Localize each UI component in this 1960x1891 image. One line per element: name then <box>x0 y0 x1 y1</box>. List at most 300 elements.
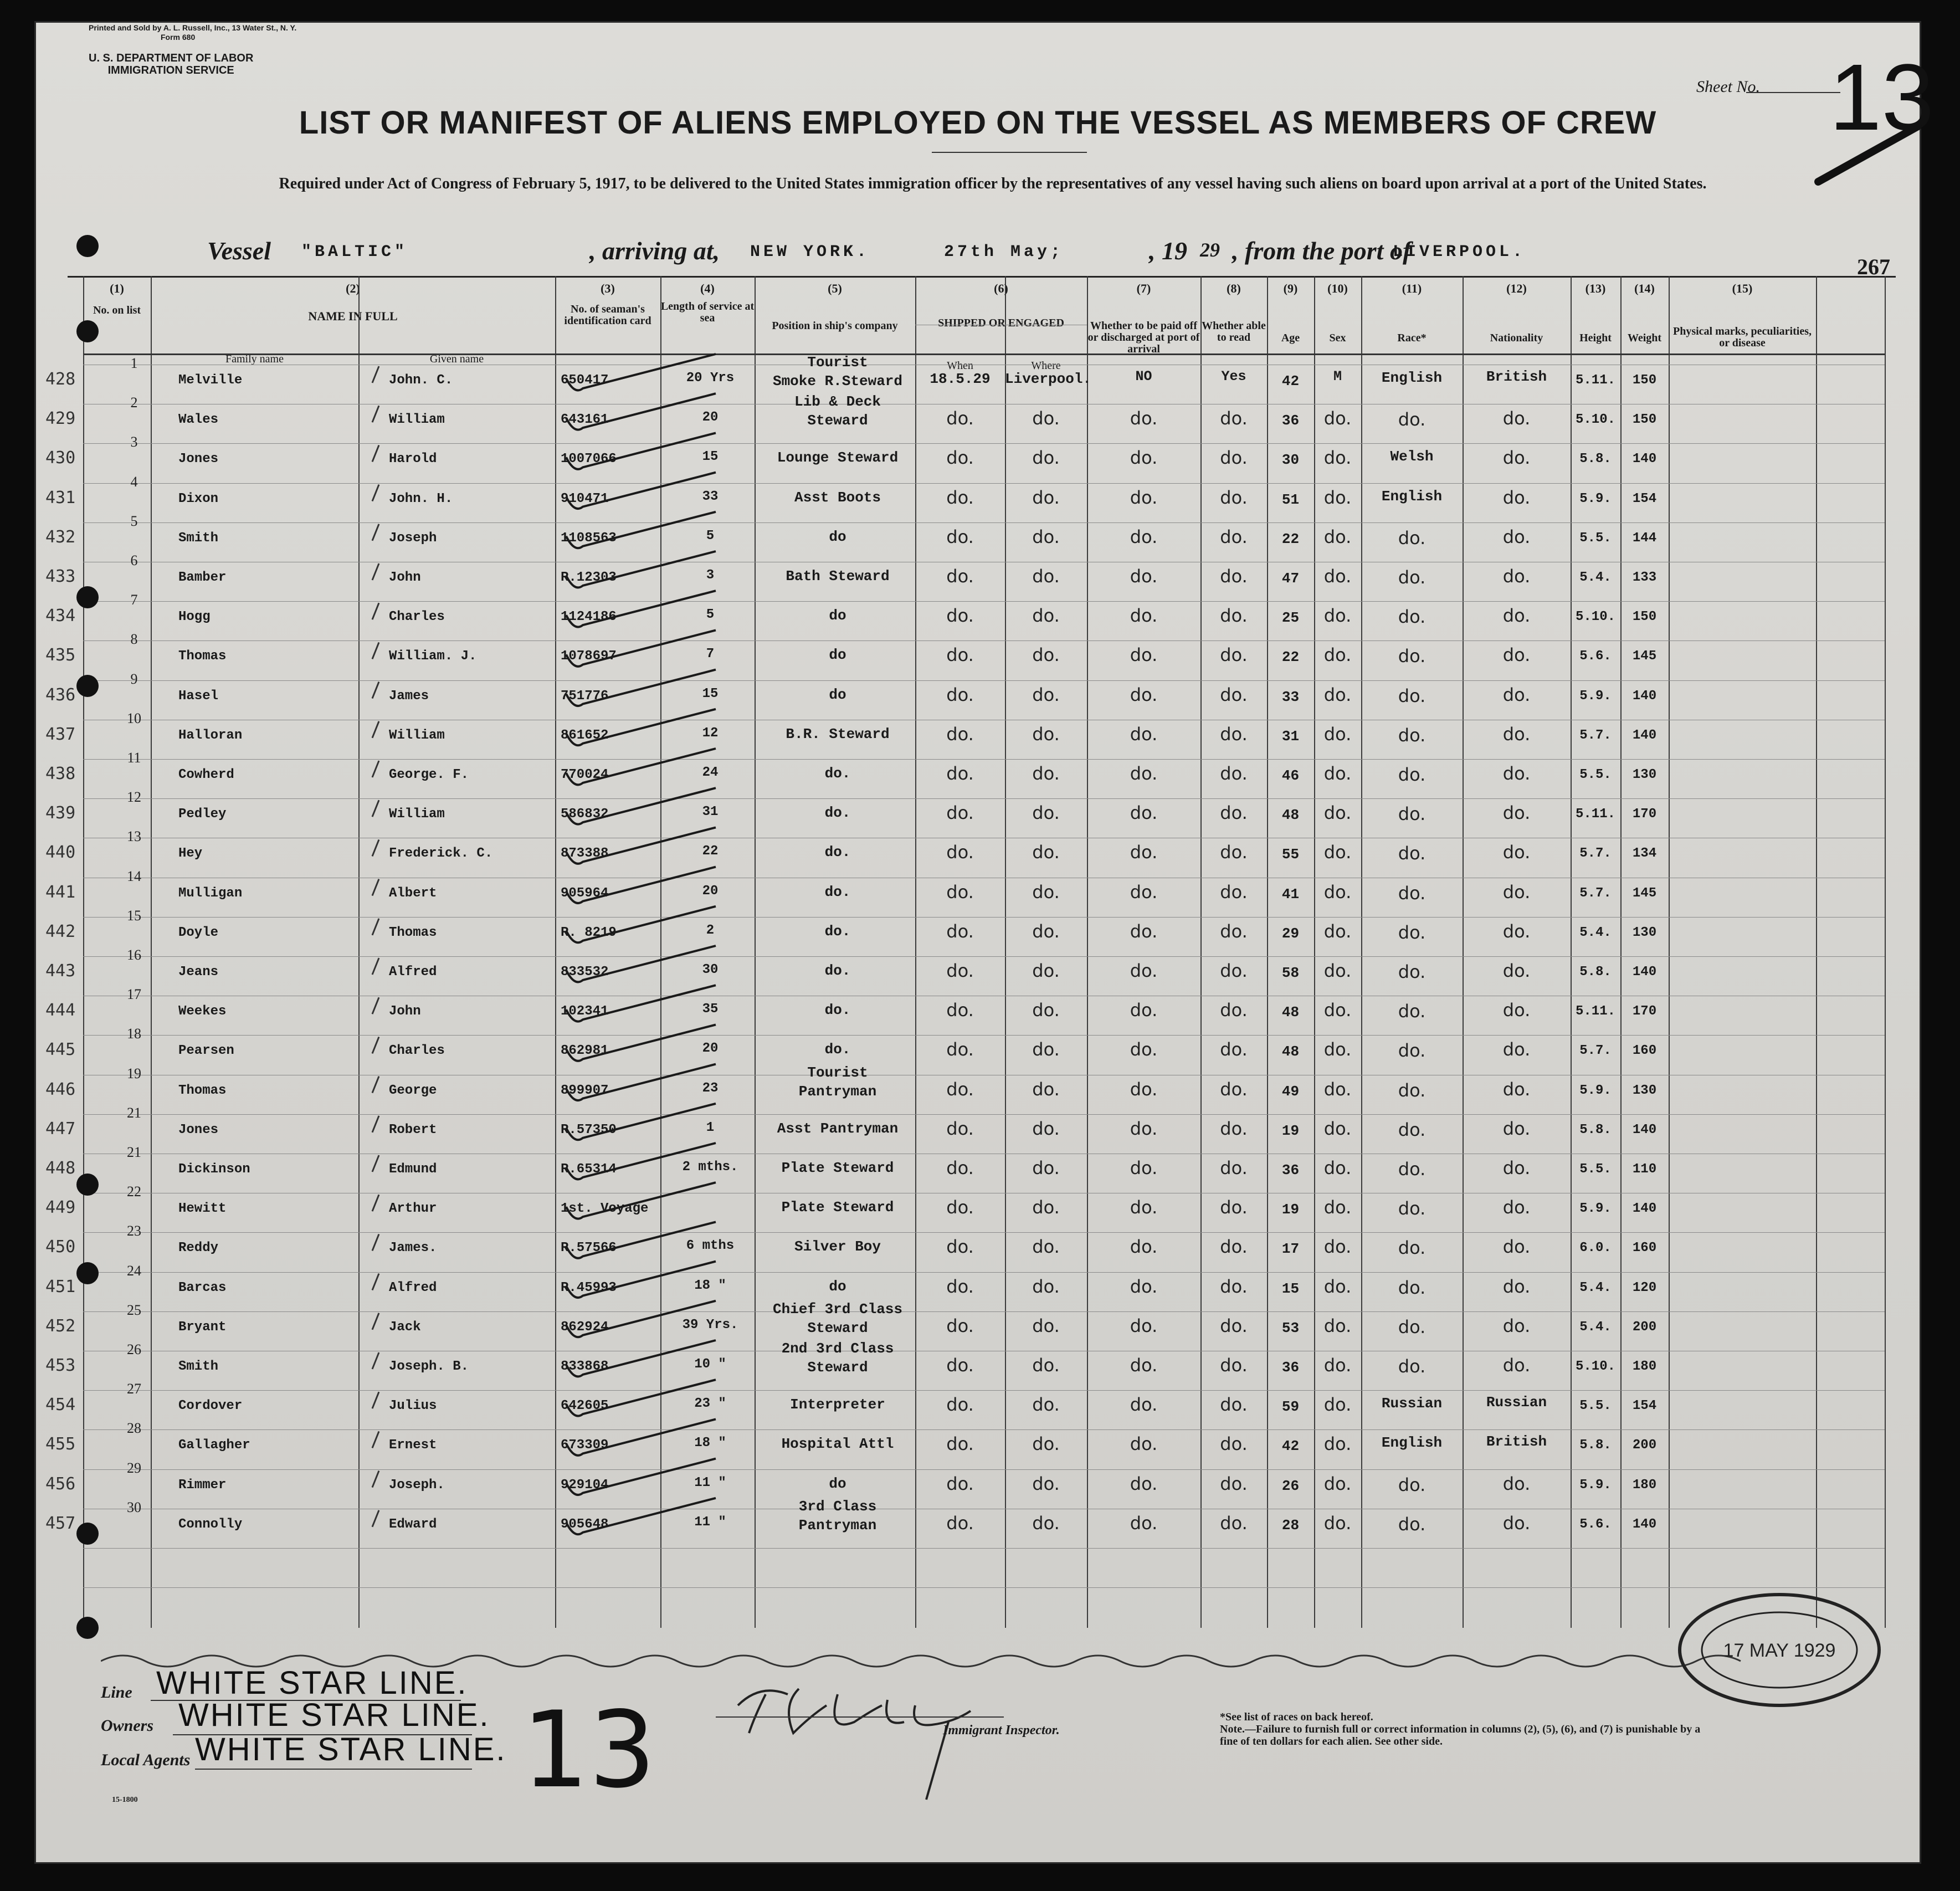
cell-paid: do. <box>1130 1118 1158 1139</box>
cell-weight: 160 <box>1632 1043 1657 1059</box>
cell-service: 23 <box>702 1080 719 1096</box>
row-reference-number: 432 <box>45 527 76 547</box>
cell-height: 5.7. <box>1579 846 1612 862</box>
binder-hole <box>76 1523 99 1545</box>
row-reference-number: 440 <box>45 843 76 863</box>
cell-race: do. <box>1398 1001 1426 1022</box>
cell-race: do. <box>1398 1119 1426 1140</box>
list-number: 4 <box>130 473 138 490</box>
cell-position: Hospital Attl <box>781 1436 894 1453</box>
cell-position-top: 2nd 3rd Class <box>781 1340 894 1357</box>
col-weight-number: (14) <box>1634 281 1655 295</box>
cell-position: do <box>829 528 846 545</box>
row-reference-number: 453 <box>45 1356 76 1375</box>
col-name-number: (2) <box>346 281 360 295</box>
cell-paid: do. <box>1130 1157 1158 1178</box>
column-rule <box>1200 276 1202 1628</box>
department-name: U. S. DEPARTMENT OF LABOR <box>89 52 254 64</box>
cell-given: Charles <box>389 1043 445 1059</box>
cell-nationality: do. <box>1502 526 1531 547</box>
cell-weight: 130 <box>1632 767 1657 782</box>
cell-where: do. <box>1032 486 1060 508</box>
cell-family: Hogg <box>178 609 211 625</box>
cell-race: English <box>1381 1434 1443 1452</box>
cell-family: Bamber <box>178 570 227 585</box>
cell-sex: do. <box>1323 644 1352 666</box>
cell-race: do. <box>1398 764 1426 785</box>
cell-age: 17 <box>1281 1241 1300 1258</box>
name-tick <box>372 1352 379 1369</box>
col-weight-label: Weight <box>1627 332 1662 344</box>
cell-sex: do. <box>1323 1078 1352 1100</box>
cell-when: do. <box>946 486 974 508</box>
cell-family: Smith <box>178 1359 219 1374</box>
year-prefix: , 19 <box>1149 237 1187 265</box>
cell-where: do. <box>1032 881 1060 903</box>
title-rule <box>932 152 1087 153</box>
cell-given: William <box>389 727 445 743</box>
cell-race: English <box>1381 488 1443 505</box>
cell-paid: do. <box>1130 960 1158 981</box>
cell-where: do. <box>1032 1355 1060 1376</box>
cell-paid: do. <box>1130 1512 1158 1534</box>
cell-race: do. <box>1398 606 1426 628</box>
col-physical-marks-label: Physical marks, peculiarities, or disease <box>1673 325 1812 349</box>
row-rule <box>83 1548 1885 1549</box>
cell-when: do. <box>946 802 974 824</box>
name-tick <box>372 524 379 541</box>
name-tick <box>372 1234 379 1251</box>
cell-height: 5.5. <box>1579 1398 1612 1414</box>
row-rule <box>83 443 1885 444</box>
cell-card: 770024 <box>561 767 609 782</box>
cell-given: Frederick. C. <box>389 846 493 862</box>
cell-given: Edmund <box>389 1162 437 1177</box>
cell-position: B.R. Steward <box>786 725 890 742</box>
cell-position: do. <box>824 765 851 782</box>
cell-nationality: British <box>1486 1433 1547 1451</box>
cell-height: 5.10. <box>1575 412 1615 428</box>
page-number: 267 <box>1857 254 1890 279</box>
col-race-number: (11) <box>1402 281 1422 295</box>
cell-race: do. <box>1398 1079 1426 1101</box>
vessel-rule <box>68 276 1896 278</box>
cell-height: 5.9. <box>1579 1201 1612 1217</box>
cell-service: 30 <box>702 962 719 977</box>
column-rule <box>755 276 756 1628</box>
row-rule <box>83 483 1885 484</box>
cell-where: do. <box>1032 644 1060 666</box>
cell-where: do. <box>1032 960 1060 981</box>
cell-when: do. <box>946 526 974 547</box>
cell-family: Jones <box>178 452 219 467</box>
agents-rule <box>195 1769 472 1770</box>
cell-service: 2 mths. <box>682 1160 738 1175</box>
note-penalty: Note.—Failure to furnish full or correct information in columns (2), (5), (6), and (7) is punishable by a fine of ten dollars for each alien. See other side. <box>1220 1723 1701 1747</box>
cell-when: do. <box>946 1275 974 1297</box>
cell-service: 18 " <box>694 1278 726 1293</box>
list-number: 9 <box>130 670 138 687</box>
cell-family: Dickinson <box>178 1162 250 1177</box>
row-reference-number: 452 <box>45 1316 76 1336</box>
cell-card: 833868 <box>561 1359 609 1374</box>
note-races: *See list of races on back hereof. <box>1220 1711 1373 1723</box>
name-tick <box>372 1510 379 1527</box>
owners-label: Owners <box>101 1716 154 1735</box>
cell-when: do. <box>946 684 974 705</box>
cell-race: do. <box>1398 567 1426 588</box>
cell-height: 5.9. <box>1579 1477 1612 1493</box>
cell-age: 55 <box>1281 846 1300 863</box>
col-shipped-number: (6) <box>994 281 1008 295</box>
manifest-sheet <box>34 21 1935 1864</box>
col-shipped-label: SHIPPED OR ENGAGED <box>938 317 1064 329</box>
list-number: 24 <box>127 1262 141 1279</box>
cell-when: do. <box>946 605 974 627</box>
cell-family: Bryant <box>178 1319 227 1335</box>
cell-sex: do. <box>1323 960 1352 981</box>
cell-service: 11 " <box>694 1514 726 1530</box>
cell-paid: do. <box>1130 486 1158 508</box>
cell-given: John <box>389 1004 421 1019</box>
cell-read: do. <box>1220 408 1248 429</box>
cell-sex: do. <box>1323 566 1352 587</box>
cell-card: 1108563 <box>561 530 617 546</box>
list-number: 1 <box>130 355 138 371</box>
cell-position: Pantryman <box>798 1516 877 1534</box>
cell-nationality: do. <box>1502 1157 1531 1178</box>
row-rule <box>83 680 1885 681</box>
row-rule <box>83 1272 1885 1273</box>
cell-when: 18.5.29 <box>930 371 991 387</box>
cell-weight: 200 <box>1632 1438 1657 1453</box>
col-age-label: Age <box>1281 332 1300 344</box>
cell-height: 5.7. <box>1579 885 1612 901</box>
cell-race: do. <box>1398 645 1426 667</box>
cell-weight: 130 <box>1632 1083 1657 1098</box>
cell-given: George <box>389 1083 437 1098</box>
cell-sex: do. <box>1323 1512 1352 1534</box>
name-tick <box>372 603 379 619</box>
line-value: WHITE STAR LINE. <box>156 1665 468 1701</box>
cell-when: do. <box>946 1118 974 1139</box>
cell-read: do. <box>1220 1394 1248 1416</box>
cell-where: do. <box>1032 684 1060 705</box>
cell-position: Smoke R.Steward <box>772 373 903 390</box>
row-reference-number: 450 <box>45 1237 76 1257</box>
cell-sex: do. <box>1323 408 1352 429</box>
cell-family: Cordover <box>178 1398 243 1414</box>
cell-age: 48 <box>1281 807 1300 824</box>
cell-family: Hey <box>178 846 203 862</box>
cell-age: 26 <box>1281 1477 1300 1494</box>
cell-age: 46 <box>1281 767 1300 784</box>
row-rule <box>83 798 1885 799</box>
cell-nationality: do. <box>1502 408 1531 429</box>
cell-where: do. <box>1032 920 1060 942</box>
cell-nationality: do. <box>1502 1275 1531 1297</box>
column-rule <box>1571 276 1572 1628</box>
column-rule <box>151 276 152 1628</box>
cell-paid: do. <box>1130 1039 1158 1060</box>
line-label: Line <box>101 1683 132 1702</box>
cell-read: do. <box>1220 881 1248 903</box>
cell-race: do. <box>1398 921 1426 943</box>
cell-sex: do. <box>1323 802 1352 824</box>
cell-paid: do. <box>1130 1315 1158 1336</box>
sheet-label: Sheet No. <box>1696 78 1760 96</box>
cell-given: James <box>389 688 429 704</box>
cell-read: do. <box>1220 802 1248 824</box>
cell-weight: 134 <box>1632 846 1657 862</box>
cell-position: do. <box>824 804 851 822</box>
cell-when: do. <box>946 1433 974 1455</box>
cell-age: 19 <box>1281 1122 1300 1139</box>
name-tick <box>372 563 379 580</box>
cell-position: do <box>829 607 846 624</box>
cell-height: 5.6. <box>1579 649 1612 664</box>
cell-weight: 150 <box>1632 373 1657 388</box>
cell-family: Thomas <box>178 649 227 664</box>
cell-when: do. <box>946 408 974 429</box>
cell-where: do. <box>1032 1000 1060 1021</box>
col-id-card-number: (3) <box>601 281 615 295</box>
inspector-signature <box>716 1672 1048 1816</box>
cell-card: 861652 <box>561 727 609 743</box>
list-number: 2 <box>130 394 138 411</box>
cell-height: 5.10. <box>1575 609 1615 625</box>
cell-card: 642605 <box>561 1398 609 1414</box>
list-number: 25 <box>127 1301 141 1318</box>
cell-when: do. <box>946 842 974 863</box>
cell-card: R.45993 <box>561 1280 617 1295</box>
cell-height: 5.8. <box>1579 965 1612 980</box>
col-able-read-number: (8) <box>1227 281 1241 295</box>
cell-sex: do. <box>1323 881 1352 903</box>
cell-card: 1st. Voyage <box>561 1201 649 1217</box>
row-reference-number: 445 <box>45 1040 76 1060</box>
cell-weight: 144 <box>1632 530 1657 546</box>
cell-nationality: do. <box>1502 763 1531 784</box>
cell-weight: 140 <box>1632 1201 1657 1217</box>
cell-position-top: Lib & Deck <box>794 393 881 411</box>
cell-when: do. <box>946 1157 974 1178</box>
cell-service: 35 <box>702 1002 719 1017</box>
row-rule <box>83 1587 1885 1588</box>
cell-position: Asst Pantryman <box>777 1120 899 1137</box>
cell-when: do. <box>946 960 974 981</box>
cell-card: R.57350 <box>561 1122 617 1137</box>
row-reference-number: 454 <box>45 1395 76 1415</box>
cell-weight: 154 <box>1632 491 1657 506</box>
cell-given: Harold <box>389 452 437 467</box>
cell-where: Liverpool. <box>1005 371 1092 387</box>
cell-sex: do. <box>1323 1000 1352 1021</box>
cell-age: 19 <box>1281 1201 1300 1218</box>
binder-hole <box>76 1617 99 1639</box>
cell-read: do. <box>1220 1039 1248 1060</box>
cell-card: 905648 <box>561 1516 609 1532</box>
cell-race: do. <box>1398 843 1426 864</box>
cell-nationality: do. <box>1502 1197 1531 1218</box>
cell-weight: 170 <box>1632 1004 1657 1019</box>
cell-race: do. <box>1398 1474 1426 1495</box>
list-number: 15 <box>127 907 141 924</box>
cell-read: do. <box>1220 1078 1248 1100</box>
inspector-rule <box>716 1716 1004 1718</box>
cell-given: Jack <box>389 1319 421 1335</box>
name-tick <box>372 642 379 659</box>
cell-age: 48 <box>1281 1043 1300 1060</box>
cell-given: Alfred <box>389 965 437 980</box>
cell-race: do. <box>1398 527 1426 549</box>
cell-nationality: do. <box>1502 1118 1531 1139</box>
col-when-label: When <box>947 360 973 372</box>
cell-position: do <box>829 1475 846 1492</box>
cell-sex: do. <box>1323 1433 1352 1455</box>
from-label: , from the port of <box>1232 237 1412 265</box>
cell-position-top: 3rd Class <box>798 1498 877 1515</box>
cell-age: 36 <box>1281 1359 1300 1376</box>
cell-sex: do. <box>1323 1394 1352 1416</box>
list-number: 28 <box>127 1420 141 1437</box>
name-tick <box>372 1155 379 1172</box>
name-tick <box>372 1195 379 1211</box>
cell-where: do. <box>1032 1197 1060 1218</box>
cell-race: do. <box>1398 1159 1426 1180</box>
cell-race: Russian <box>1381 1395 1443 1412</box>
printer-imprint <box>89 23 296 42</box>
cell-family: Wales <box>178 412 219 428</box>
name-tick <box>372 682 379 699</box>
cell-card: R.57566 <box>561 1241 617 1256</box>
cell-read: do. <box>1220 1000 1248 1021</box>
cell-service: 5 <box>706 607 715 623</box>
cell-where: do. <box>1032 447 1060 469</box>
cell-sex: do. <box>1323 526 1352 547</box>
cell-age: 29 <box>1281 925 1300 942</box>
column-rule <box>1885 276 1886 1628</box>
cell-service: 22 <box>702 844 719 859</box>
cell-service: 20 <box>702 883 719 899</box>
col-id-card-label: No. of seaman's identification card <box>564 303 651 327</box>
name-tick <box>372 366 379 383</box>
cell-when: do. <box>946 1394 974 1416</box>
cell-service: 15 <box>702 686 719 701</box>
name-tick <box>372 406 379 422</box>
cell-read: do. <box>1220 486 1248 508</box>
cell-height: 5.11. <box>1575 1004 1615 1019</box>
cell-height: 5.5. <box>1579 1162 1612 1177</box>
cell-where: do. <box>1032 566 1060 587</box>
arriving-label: , arriving at, <box>589 237 720 265</box>
cell-sex: do. <box>1323 723 1352 745</box>
row-reference-number: 451 <box>45 1277 76 1296</box>
cell-paid: do. <box>1130 1275 1158 1297</box>
cell-age: 28 <box>1281 1516 1300 1534</box>
cell-when: do. <box>946 644 974 666</box>
cell-weight: 133 <box>1632 570 1657 585</box>
column-rule <box>1669 276 1670 1628</box>
cell-given: George. F. <box>389 767 469 782</box>
cell-service: 10 " <box>694 1357 726 1372</box>
cell-sex: do. <box>1323 1118 1352 1139</box>
row-reference-number: 433 <box>45 567 76 586</box>
column-rule <box>660 276 661 1628</box>
cell-nationality: do. <box>1502 1315 1531 1336</box>
list-number: 23 <box>127 1223 141 1239</box>
binder-hole <box>76 235 99 257</box>
cell-age: 22 <box>1281 649 1300 666</box>
row-rule <box>83 956 1885 957</box>
cell-family: Cowherd <box>178 767 234 782</box>
cell-race: do. <box>1398 1316 1426 1337</box>
vessel-label: Vessel <box>207 237 271 265</box>
cell-race: do. <box>1398 1513 1426 1535</box>
cell-where: do. <box>1032 842 1060 863</box>
cell-read: do. <box>1220 763 1248 784</box>
cell-paid: do. <box>1130 1197 1158 1218</box>
list-number: 8 <box>130 631 138 648</box>
cell-when: do. <box>946 881 974 903</box>
cell-read: do. <box>1220 1512 1248 1534</box>
cell-read: do. <box>1220 566 1248 587</box>
cell-service: 6 mths <box>686 1238 735 1254</box>
cell-family: Connolly <box>178 1516 243 1532</box>
cell-card: 905964 <box>561 885 609 901</box>
cell-position: Bath Steward <box>786 568 890 585</box>
cell-card: 929104 <box>561 1477 609 1493</box>
col-where-label: Where <box>1031 360 1061 372</box>
cell-where: do. <box>1032 1473 1060 1494</box>
cell-given: Robert <box>389 1122 437 1137</box>
cell-age: 22 <box>1281 530 1300 547</box>
cell-nationality: do. <box>1502 1512 1531 1534</box>
cell-service: 24 <box>702 765 719 780</box>
list-number: 30 <box>127 1499 141 1515</box>
cell-when: do. <box>946 1236 974 1258</box>
cell-read: do. <box>1220 1157 1248 1178</box>
cell-service: 7 <box>706 647 715 662</box>
cell-position: Asst Boots <box>794 489 881 506</box>
list-number: 19 <box>127 1065 141 1082</box>
cell-paid: do. <box>1130 1394 1158 1416</box>
cell-sex: M <box>1333 368 1342 385</box>
list-number: 6 <box>130 552 138 568</box>
cell-card: 751776 <box>561 688 609 704</box>
row-reference-number: 438 <box>45 764 76 783</box>
arriving-place: NEW YORK. <box>750 243 870 262</box>
cell-card: 833532 <box>561 965 609 980</box>
cell-position: Steward <box>807 1359 868 1376</box>
cell-family: Pedley <box>178 807 227 822</box>
notes <box>1220 1711 1707 1747</box>
year-suffix: 29 <box>1200 239 1220 261</box>
cell-age: 33 <box>1281 688 1300 705</box>
cell-height: 5.7. <box>1579 1043 1612 1059</box>
cell-position-top: Chief 3rd Class <box>772 1300 903 1318</box>
cell-paid: do. <box>1130 1236 1158 1258</box>
cell-card: 1078697 <box>561 649 617 664</box>
cell-position: Plate Steward <box>781 1199 894 1216</box>
cell-card: 862981 <box>561 1043 609 1059</box>
cell-where: do. <box>1032 1512 1060 1534</box>
cell-paid: do. <box>1130 842 1158 863</box>
cell-nationality: do. <box>1502 920 1531 942</box>
cell-age: 36 <box>1281 412 1300 429</box>
cell-read: do. <box>1220 1118 1248 1139</box>
cell-card: R.65314 <box>561 1162 617 1177</box>
